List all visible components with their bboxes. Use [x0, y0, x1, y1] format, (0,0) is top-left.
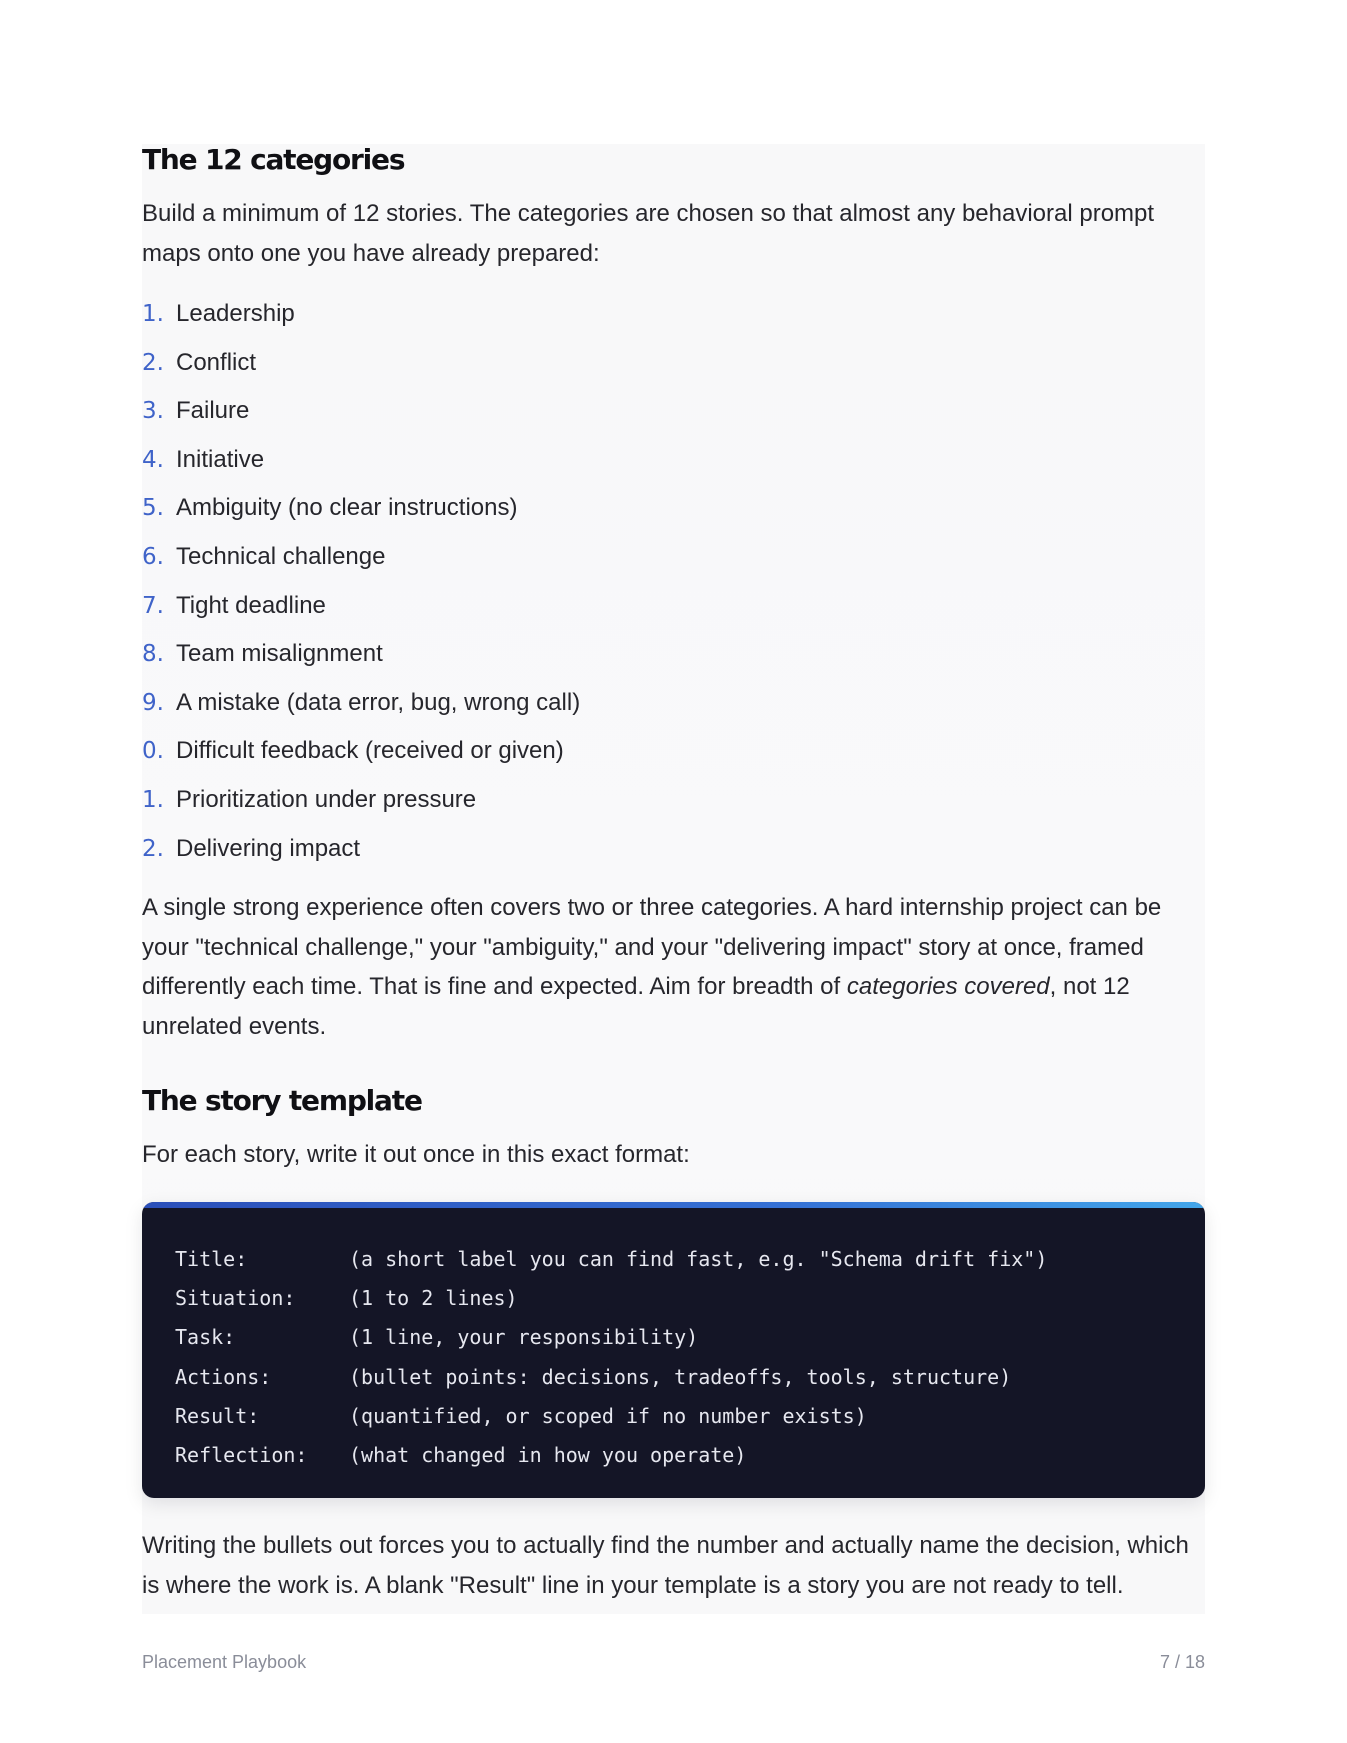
list-item: [142, 634, 580, 683]
overlap-paragraph-line-1: A single strong experience often covers two or three categories. A hard internship project can be: [142, 894, 1162, 921]
code-value: (1 line, your responsibility): [349, 1325, 699, 1350]
overlap-paragraph-line-4: unrelated events.: [142, 1012, 327, 1040]
code-row-reflection: [175, 1442, 1047, 1481]
list-item-label: Leadership: [176, 300, 295, 327]
code-row-task: [175, 1324, 1047, 1363]
list-number: 9.: [142, 689, 164, 716]
overlap-text-pre: differently each time. That is fine and expected. Aim for breadth of: [142, 973, 847, 1000]
code-row-actions: [175, 1364, 1047, 1403]
list-item: [142, 488, 580, 537]
code-key: Actions:: [175, 1364, 272, 1389]
code-value: (bullet points: decisions, tradeoffs, tools, structure): [349, 1364, 1012, 1389]
code-accent-bar: [142, 1202, 1205, 1208]
emphasis-categories-covered: categories covered: [846, 973, 1050, 1000]
closing-paragraph-line-2: is where the work is. A blank "Result" line in your template is a story you are not ready to tell.: [142, 1571, 1124, 1599]
code-value: (1 to 2 lines): [349, 1286, 518, 1311]
list-item: [142, 683, 580, 732]
section-heading-story-template: The story template: [142, 1084, 422, 1117]
overlap-text-post: , not 12: [1049, 973, 1130, 1000]
categories-list: [142, 294, 580, 877]
list-item-label: A mistake (data error, bug, wrong call): [176, 688, 581, 716]
code-key: Result:: [175, 1403, 260, 1428]
code-key: Title:: [175, 1247, 248, 1271]
code-row-title: [175, 1246, 1047, 1285]
list-number: 3.: [142, 398, 164, 425]
list-item-label: Failure: [176, 397, 250, 425]
list-number: 2.: [142, 835, 164, 862]
list-item-label: Technical challenge: [176, 542, 386, 570]
list-item-label: Delivering impact: [176, 834, 361, 862]
code-value: (what changed in how you operate): [349, 1442, 747, 1467]
list-item: [142, 586, 580, 635]
footer-doc-title: Placement Playbook: [142, 1652, 307, 1672]
closing-paragraph-line-1: Writing the bullets out forces you to actually find the number and actually name the decision, which: [142, 1532, 1189, 1559]
overlap-paragraph-line-2: your "technical challenge," your "ambiguity," and your "delivering impact" story at once, framed: [142, 933, 1144, 961]
list-number: 2.: [142, 349, 164, 376]
list-number: 4.: [142, 446, 164, 473]
categories-intro-line-2: maps onto one you have already prepared:: [142, 239, 600, 267]
template-intro: For each story, write it out once in this exact format:: [142, 1141, 690, 1168]
list-number: 6.: [142, 543, 164, 570]
footer-page-number: 7 / 18: [1159, 1652, 1205, 1672]
code-key: Reflection:: [175, 1442, 308, 1467]
list-item: [142, 391, 580, 440]
overlap-paragraph-line-3: [142, 967, 1212, 1007]
list-item: [142, 343, 580, 392]
code-row-result: [175, 1403, 1047, 1442]
code-value: (a short label you can find fast, e.g. "Schema drift fix"): [349, 1247, 1048, 1271]
section-heading-categories: The 12 categories: [142, 143, 405, 176]
list-number: 0.: [142, 738, 164, 765]
categories-intro-line-1: Build a minimum of 12 stories. The categories are chosen so that almost any behavioral prompt: [142, 200, 1155, 227]
list-item: [142, 731, 580, 780]
list-item-label: Team misalignment: [176, 640, 383, 668]
list-item-label: Ambiguity (no clear instructions): [176, 494, 518, 522]
list-item: [142, 440, 580, 489]
list-item: [142, 780, 580, 829]
code-body: [175, 1246, 1047, 1481]
list-item-label: Prioritization under pressure: [176, 785, 477, 813]
list-number: 1.: [142, 786, 164, 813]
list-item-label: Initiative: [176, 445, 265, 473]
code-key: Situation:: [175, 1286, 296, 1311]
list-item: [142, 537, 580, 586]
list-item-label: Conflict: [176, 348, 257, 376]
list-number: 8.: [142, 641, 164, 668]
list-number: 1.: [142, 301, 164, 327]
code-row-situation: [175, 1285, 1047, 1324]
list-item-label: Tight deadline: [176, 591, 326, 619]
list-item-label: Difficult feedback (received or given): [176, 737, 564, 765]
code-key: Task:: [175, 1325, 236, 1350]
list-number: 5.: [142, 495, 164, 522]
list-number: 7.: [142, 592, 164, 619]
story-template-code-block: [142, 1202, 1205, 1498]
list-item: [142, 294, 580, 343]
code-value: (quantified, or scoped if no number exists): [349, 1403, 867, 1428]
list-item: [142, 829, 580, 878]
